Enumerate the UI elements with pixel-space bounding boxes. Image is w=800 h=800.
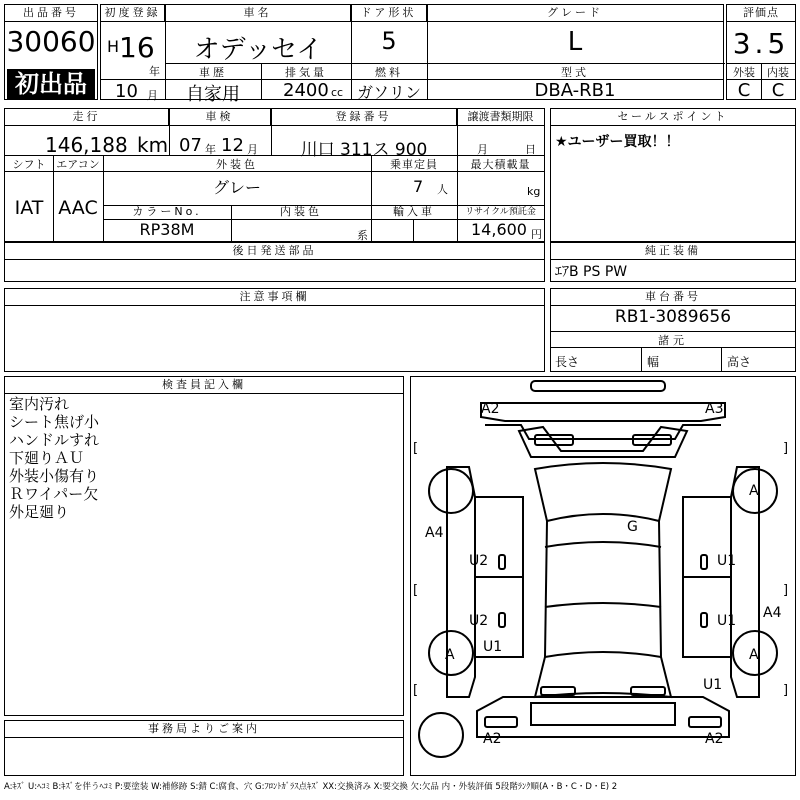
shift-label: シフト	[12, 158, 46, 171]
mark-left-rear-door: U2	[469, 613, 489, 629]
score-value: 3.5	[732, 27, 790, 60]
inspector-line: Ｒワイパー欠	[9, 485, 99, 503]
inspector-label: 検査員記入欄	[5, 377, 403, 394]
max-load-label: 最大積載量	[470, 158, 531, 171]
era-letter: H	[107, 37, 120, 56]
spec-width: 幅	[647, 355, 660, 369]
equipment-label: 純正装備	[551, 243, 795, 260]
transfer-label: 譲渡書類期限	[457, 109, 544, 126]
details-box	[4, 108, 545, 242]
int-grade-value: C	[771, 80, 785, 101]
mark-right-front-door: U1	[717, 553, 737, 569]
model-value: DBA-RB1	[534, 80, 616, 101]
bracket-right-front: ]	[783, 441, 789, 456]
capacity-value: 7	[413, 177, 424, 196]
inspector-line: ハンドルすれ	[9, 431, 100, 449]
mark-rear-right: A2	[705, 731, 724, 747]
grade-label: グレード	[427, 5, 723, 22]
inspection-label: 車検	[169, 109, 271, 126]
inspector-line: 室内汚れ	[9, 395, 70, 413]
first-reg-month-unit: 月	[147, 89, 158, 102]
mileage-unit: km	[137, 133, 169, 157]
history-label: 車歴	[199, 66, 227, 79]
notes-label: 注意事項欄	[5, 289, 544, 306]
fuel-value: ガソリン	[356, 83, 421, 102]
sales-point-box	[550, 108, 796, 242]
ext-color-value: グレー	[212, 178, 261, 197]
specs-label: 諸元	[658, 334, 688, 347]
int-grade-label: 内装	[767, 66, 789, 79]
mark-wheel-rear-left: A	[445, 647, 455, 663]
car-diagram-box	[410, 376, 796, 776]
sales-point-label: セールスポイント	[551, 109, 795, 126]
sales-point-text: ★ユーザー買取！！	[555, 134, 680, 150]
fuel-label: 燃料	[375, 66, 403, 79]
spec-height: 高さ	[727, 355, 752, 369]
bracket-left-rear: [	[413, 683, 419, 698]
transfer-month: 月	[477, 143, 488, 156]
transfer-day: 日	[525, 143, 536, 156]
car-diagram	[411, 377, 795, 775]
doors-value: 5	[381, 27, 397, 55]
bracket-right-rear: ]	[783, 683, 789, 698]
car-name: オデッセイ	[193, 35, 323, 65]
mark-left-rocker: U1	[483, 639, 503, 655]
mark-front-left: A2	[481, 401, 500, 417]
spec-length: 長さ	[555, 355, 580, 369]
office-box	[4, 720, 404, 776]
mark-wheel-rear-right: A	[749, 647, 759, 663]
notes-box	[4, 288, 545, 372]
mark-front-right: A3	[705, 401, 724, 417]
max-load-unit: kg	[527, 185, 541, 198]
mileage-value: 146,188	[45, 133, 128, 157]
later-parts-box	[4, 242, 545, 282]
equipment-text: ｴｱB PS PW	[555, 264, 628, 280]
bracket-left-mid: [	[413, 583, 419, 598]
mark-right-rear-door: U1	[717, 613, 737, 629]
later-parts-label: 後日発送部品	[5, 243, 544, 260]
mark-rear-left: A2	[483, 731, 502, 747]
recycle-value: 14,600	[471, 220, 527, 239]
int-color-unit: 系	[357, 229, 368, 242]
chassis-label: 車台番号	[551, 289, 795, 306]
recycle-unit: 円	[531, 228, 542, 241]
chassis-box	[550, 288, 796, 372]
mileage-label: 走行	[5, 109, 169, 126]
equipment-box	[550, 242, 796, 282]
bracket-left-front: [	[413, 441, 419, 456]
first-reg-year: 16	[119, 31, 155, 64]
model-label: 型式	[561, 66, 589, 79]
score-label: 評価点	[727, 5, 795, 22]
chassis-number: RB1-3089656	[614, 307, 732, 327]
bracket-right-mid: ]	[783, 583, 789, 598]
grade-value: L	[567, 27, 583, 57]
mark-wheel-front-right: A	[749, 483, 759, 499]
inspector-box	[4, 376, 404, 716]
inspector-line: シート焦げ小	[9, 413, 100, 431]
displacement-value: 2400	[283, 80, 329, 101]
score-box	[726, 4, 796, 100]
mark-left-fender: A4	[425, 525, 444, 541]
capacity-unit: 人	[437, 183, 448, 196]
color-no-value: RP38M	[139, 220, 195, 239]
capacity-label: 乗車定員	[390, 158, 438, 171]
ext-grade-value: C	[737, 80, 751, 101]
ext-color-label: 外装色	[216, 158, 258, 171]
history-value: 自家用	[186, 84, 240, 105]
vehicle-header-box	[100, 4, 724, 105]
car-name-label: 車名	[165, 5, 351, 22]
mark-right-rear-corner: U1	[703, 677, 723, 693]
lot-number-label: 出品番号	[5, 5, 97, 22]
first-reg-year-unit: 年	[149, 65, 160, 78]
inspector-line: 外足廻り	[9, 503, 70, 521]
ac-value: AAC	[58, 197, 98, 219]
color-no-label: カラーNo.	[132, 205, 202, 218]
lot-number-box	[4, 4, 98, 100]
first-listing-badge: 初出品	[7, 69, 95, 99]
displacement-label: 排気量	[285, 66, 327, 79]
int-color-label: 内装色	[280, 205, 322, 218]
first-reg-label: 初度登録	[101, 5, 165, 22]
import-label: 輸入車	[393, 205, 435, 218]
doors-label: ドア形状	[351, 5, 427, 22]
damage-legend: A:ｷｽﾞ U:ﾍｺﾐ B:ｷｽﾞを伴うﾍｺﾐ P:要塗装 W:補修跡 S:錆 C:腐食、穴 G:ﾌﾛﾝﾄｶﾞﾗｽ点ｷｽﾞ XX:交換済み X:要交換 欠:欠品 内・外装評価 5段階ﾗﾝｸ順(A・B・C・D・E) 2	[4, 782, 618, 792]
mark-windshield: G	[627, 519, 638, 535]
regno-value: 川口 311ス 900	[300, 140, 428, 160]
ext-grade-label: 外装	[733, 66, 755, 79]
recycle-label: リサイクル預託金	[465, 207, 536, 217]
ac-label: エアコン	[56, 158, 100, 171]
mark-right-quarter: A4	[763, 605, 782, 621]
lot-number: 30060	[6, 25, 96, 58]
inspection-year-unit: 年	[205, 143, 216, 156]
inspection-year: 07	[179, 135, 202, 156]
inspector-line: 下廻りＡＵ	[9, 449, 85, 467]
inspector-line: 外装小傷有り	[9, 467, 100, 485]
displacement-unit: cc	[331, 86, 344, 99]
inspection-month: 12	[221, 135, 244, 156]
office-label: 事務局よりご案内	[5, 721, 403, 738]
inspector-notes	[9, 395, 99, 521]
first-reg-month: 10	[115, 81, 138, 102]
regno-label: 登録番号	[271, 109, 457, 126]
mark-left-front-door: U2	[469, 553, 489, 569]
inspection-month-unit: 月	[247, 143, 258, 156]
shift-value: IAT	[14, 197, 44, 219]
